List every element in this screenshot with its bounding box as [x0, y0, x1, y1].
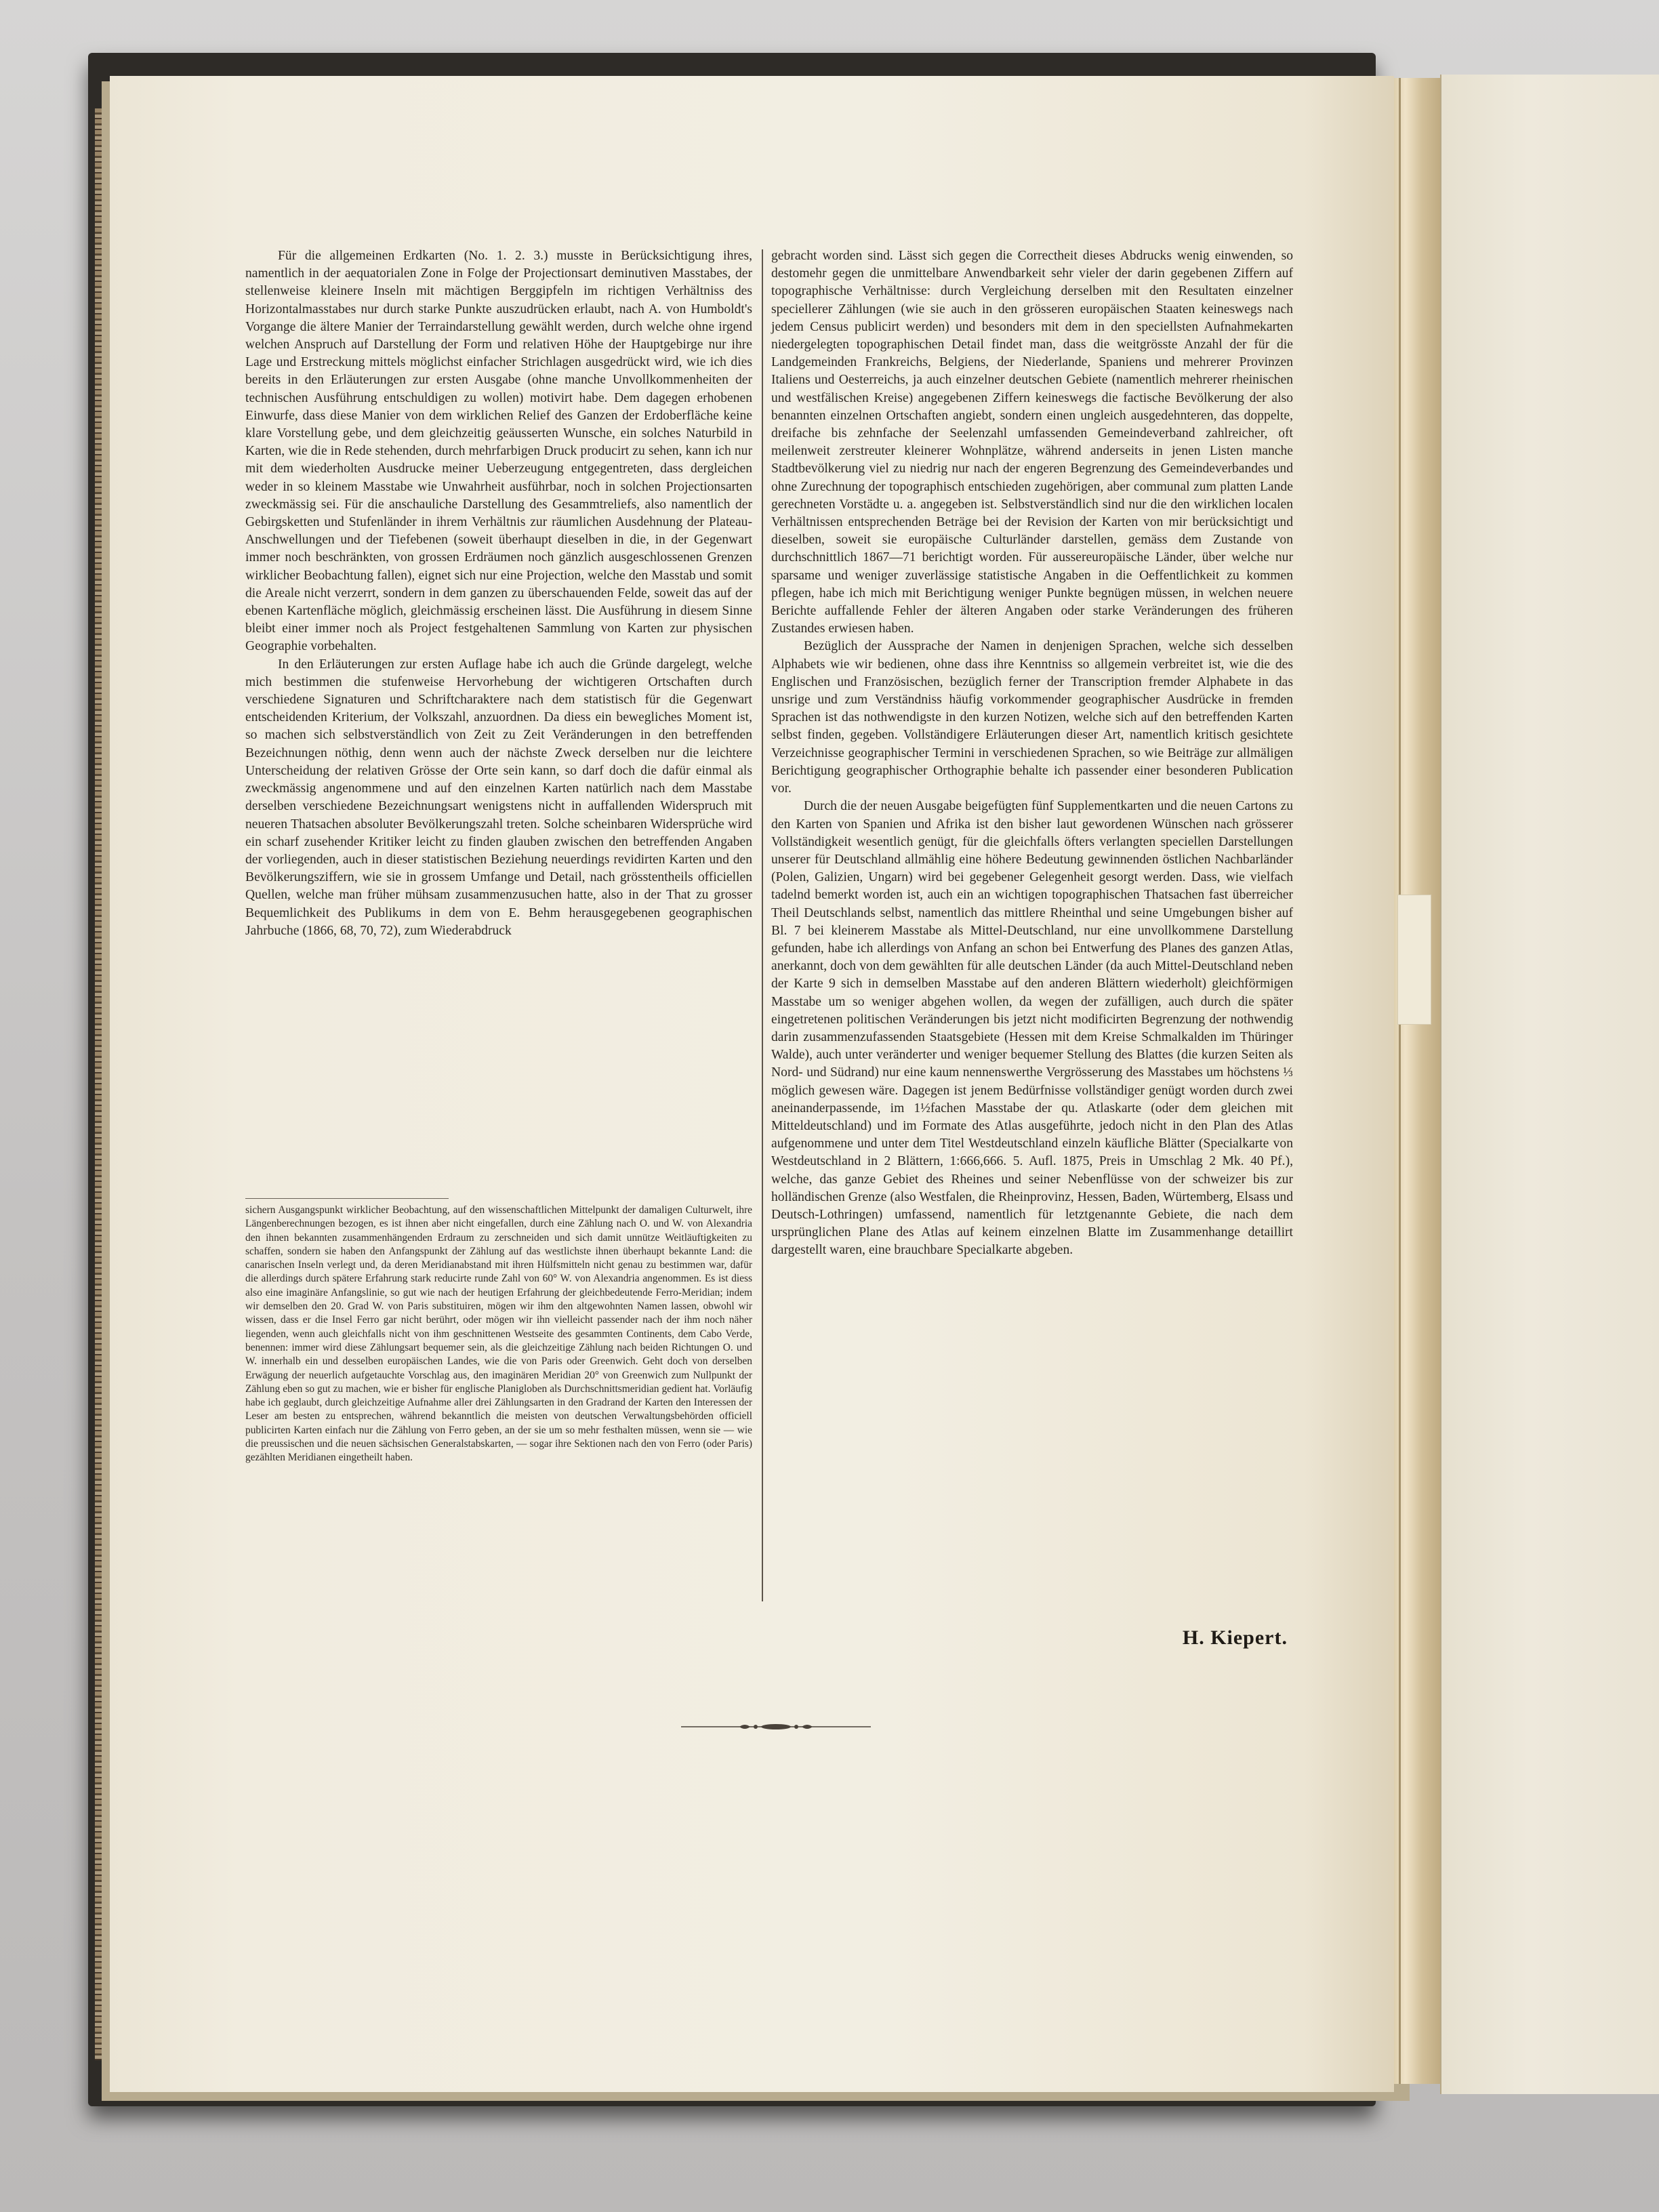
page-edge-strip: [1389, 78, 1443, 2084]
tape-patch: [1397, 895, 1431, 1025]
left-column: [245, 247, 752, 940]
footnote-text: sichern Ausgangspunkt wirklicher Beobachtung, auf den wissenschaftlichen Mittelpunkt der damaligen Culturwelt, ihre Längenberechnungen bezogen, es ist ihnen aber nicht eingefallen, durch eine Zählung nach O. und W. von Alexandria den ihnen bekannten zusammenhängenden Erdraum zu zerschneiden und sich damit unnütze Weitläuftigkeiten zu schaffen, sondern sie haben den Anfangspunkt der Zählung auf das westlichste ihnen überhaupt bekannte Land: die canarischen Inseln verlegt und, da deren Meridianabstand mit ihren Hülfsmitteln nicht genau zu bestimmen war, dafür die allerdings durch spätere Erfahrung stark reducirte runde Zahl von 60° W. von Alexandria angenommen. Es ist diess also eine imaginäre Anfangslinie, so gut wie nach der heutigen Erfahrung der gleichbedeutende Ferro-Meridian; indem wir demselben den 20. Grad W. von Paris substituiren, mögen wir ihm den altgewohnten Namen lassen, obwohl wir wissen, dass er die Insel Ferro gar nicht berührt, oder mögen wir ihn vielleicht passender nach der ihm noch näher liegenden, wenn auch gleichfalls nicht von ihm geschnittenen Westseite des gesammten Continents, dem Cabo Verde, benennen: immer wird diese Zählungsart bequemer sein, als die gleichzeitige Zählung nach beiden Richtungen O. und W. innerhalb ein und desselben europäischen Landes, wie die von Paris oder Greenwich. Geht doch von derselben Erwägung der neuerlich aufgetauchte Vorschlag aus, den imaginären Meridian 20° von Greenwich zum Nullpunkt der Zählung eben so gut zu machen, wie er bisher für englische Planigloben als Durchschnittsmeridian gedient hat. Vorläufig habe ich geglaubt, durch gleichzeitige Aufnahme aller drei Zählungsarten in den Gradrand der Karten den Interessen der Leser am besten zu entsprechen, während bekanntlich die meisten von deutschen Verwaltungsbehörden officiell publicirten Karten einfach nur die Zählung von Ferro geben, an der sie um so mehr festhalten müssen, wenn sie — wie die preussischen und die neuen sächsischen Generalstabskarten, — sogar ihre Sektionen nach den von Ferro (oder Paris) gezählten Meridianen eingetheilt haben.: [245, 1204, 752, 1464]
left-paragraph-1: Für die allgemeinen Erdkarten (No. 1. 2. 3.) musste in Berücksichtigung ihres, namentlich in der aequatorialen Zone in Folge der Projectionsart deminutiven Masstabes, der stellenweise kleinere Inseln mit mächtigen Berggipfeln im richtigen Verhältniss des Horizontalmasstabes nur durch starke Punkte auszudrücken erlaubt, nach A. von Humboldt's Vorgange die ältere Manier der Terraindarstellung gewählt werden, durch welche ohne irgend welchen Anspruch auf Darstellung der Form und relativen Höhe der Hauptgebirge nur ihre Lage und Erstreckung mittels möglichst einfacher Strichlagen ausgedrückt wird, wie ich dies bereits in den Erläuterungen zur ersten Ausgabe (ohne manche Unvollkommenheiten der technischen Ausführung entschuldigen zu wollen) motivirt habe. Dem dagegen erhobenen Einwurfe, dass diese Manier von dem wirklichen Relief des Ganzen der Erdoberfläche keine klare Vorstellung gebe, und dem gleichzeitig geäusserten Wunsche, ein solches Naturbild in Karten, wie die in Rede stehenden, durch mehrfarbigen Druck producirt zu sehen, kann ich nur mit dem wiederholten Ausdrucke meiner Ueberzeugung entgegentreten, dass dergleichen weder in so kleinem Masstabe wie Unwahrheit ausführbar, noch in solchen Projectionsarten zweckmässig sei. Für die anschauliche Darstellung des Gesammtreliefs, also namentlich der Gebirgsketten und Stufenländer in ihrem Verhältnis zur räumlichen Ausdehnung der Plateau-Anschwellungen und der Tiefebenen (soweit überhaupt dieselben in die, in der Gegenwart immer noch beschränkten, von grossen Erdräumen noch gänzlich ausgeschlossenen Grenzen wirklicher Beobachtung fallen), eignet sich nur eine Projection, welche den Masstab und somit die Areale nicht verzerrt, sondern in dem ganzen zu überschauenden Felde, soweit das auf der ebenen Kartenfläche möglich, gleichmässig erscheinen lässt. Die Ausführung in diesem Sinne bleibt einer immer noch als Project festgehaltenen Sammlung von Karten zur physischen Geographie vorbehalten.: [245, 249, 752, 654]
author-signature: H. Kiepert.: [1182, 1626, 1288, 1649]
next-page: [1440, 75, 1659, 2094]
right-column: [771, 247, 1293, 1260]
column-divider: [762, 249, 763, 1601]
right-paragraph-3: Durch die der neuen Ausgabe beigefügten fünf Supplementkarten und die neuen Cartons zu den Karten von Spanien und Afrika ist den bisher laut gewordenen Wünschen nach grösserer Vollständigkeit wesentlich genügt, für die gleichfalls öfters verlangten speciellen Darstellungen unserer für Deutschland allmählig eine höhere Bedeutung gewinnenden östlichen Nachbarländer (Polen, Galizien, Ungarn) wird bei gegebener Gelegenheit gesorgt werden. Dass, wie vielfach tadelnd bemerkt worden ist, auch ein an wichtigen topographischen Thatsachen fast überreicher Theil Deutschlands selbst, namentlich das mittlere Rheinthal und seine Umgebungen bisher auf Bl. 7 bei kleinerem Masstabe als Mittel-Deutschland, nur eine unvollkommene Darstellung gefunden, habe ich allerdings von Anfang an schon bei Entwerfung des Planes des ganzen Atlas, anerkannt, doch von dem gewählten für alle deutschen Länder (da auch Mittel-Deutschland neben der Karte 9 sich in demselben Masstabe auf den anderen Blättern wiederholt) gleichförmigen Masstabe um so weniger abgehen wollen, da wegen der zufälligen, auch durch die später eingetretenen politischen Veränderungen bis jetzt nicht modificirten Begrenzung der nothwendig darin zusammenzufassenden Staatsgebiete (Hessen mit dem Kreise Schmalkalden im Thüringer Walde), auch unter veränderter und weniger bequemer Stellung des Blattes (die kurzen Seiten als Nord- und Südrand) nur eine kaum nennenswerthe Vergrösserung des Masstabes um höchstens ⅓ möglich gewesen wäre. Dagegen ist jenem Bedürfnisse vollständiger genügt worden durch zwei aneinanderpassende, im 1½fachen Masstabe der qu. Atlaskarte (oder dem gleichen mit Mitteldeutschland) und im Formate des Atlas ausgeführte, jedoch nicht in den Plan des Atlas aufgenommene und unter dem Titel Westdeutschland einzeln käufliche Blätter (Specialkarte von Westdeutschland in 2 Blättern, 1:666,666. 5. Aufl. 1875, Preis in Umschlag 2 Mk. 40 Pf.), welche, das ganze Gebiet des Rheines und seiner Nebenflüsse von der schweizer bis zur holländischen Grenze (also Westfalen, die Rheinprovinz, Hessen, Baden, Würtemberg, Elsass und Deutsch-Lothringen) umfassend, namentlich für letztgenannte Gebiete, die nach dem ursprünglichen Plane des Atlas auf keinem einzelnen Blatte im Zusammenhange detaillirt dargestellt waren, eine brauchbare Specialkarte abgeben.: [771, 799, 1293, 1258]
footnote-rule: [245, 1198, 449, 1199]
end-ornament: [681, 1721, 871, 1732]
right-paragraph-1: gebracht worden sind. Lässt sich gegen die Correctheit dieses Abdrucks wenig einwenden, so destomehr gegen die unmittelbare Anwendbarkeit sehr vieler der darin gegebenen Ziffern auf topographische Verhältnisse: durch Vergleichung derselben mit den Resultaten einzelner speciellerer Zählungen (wie sie auch in den grösseren europäischen Staaten keineswegs nach jedem Census publicirt werden) und besonders mit dem in den speciellsten Aufnahmekarten niedergelegten topographischen Detail findet man, dass die weitgrösste Anzahl der für die Landgemeinden Frankreichs, Belgiens, der Niederlande, Spaniens und mehrerer Provinzen Italiens und Oesterreichs, ja auch einzelner deutschen Gebiete (namentlich mehrerer rheinischen und westfälischen Kreise) angegebenen Ziffern keineswegs die factische Bevölkerung der also benannten einzelnen Ortschaften angiebt, sondern einen ungleich ausgedehnteren, das doppelte, dreifache bis zehnfache der Seelenzahl umfassenden Gemeindeverband zahlreicher, oft meilenweit zerstreuter kleinerer Wohnplätze, während anderseits in jenen Listen manche Stadtbevölkerung viel zu niedrig nur nach der engeren Begrenzung des Gemeindeverbandes und ohne Zurechnung der topographisch entschieden zugehörigen, aber communal zum platten Lande gerechneten Vorstädte u. a. angegeben ist. Selbstverständlich sind nur die den wirklichen localen Verhältnissen entsprechenden Beträge bei der Revision der Karten von mir berücksichtigt und dieselben, soweit sie europäische Culturländer darstellen, gemäss dem Zustande von durchschnittlich 1867—71 berichtigt worden. Für aussereuropäische Länder, über welche nur sparsame und weniger zuverlässige statistische Angaben in die Oeffentlichkeit zu kommen pflegen, habe ich mich mit Berichtigung weniger Punkte begnügen müssen, in welchen neuere Berichte auffallende Fehler der älteren Angaben oder starke Veränderungen des früheren Zustandes erwiesen haben.: [771, 249, 1293, 636]
left-paragraph-2: In den Erläuterungen zur ersten Auflage habe ich auch die Gründe dargelegt, welche mich bestimmen die stufenweise Hervorhebung der wichtigeren Ortschaften durch verschiedene Signaturen und Schriftcharaktere nach dem statistisch für die Gegenwart entscheidenden Kriterium, der Volkszahl, anzuordnen. Da diess ein bewegliches Moment ist, so machen sich selbstverständlich von Zeit zu Zeit Veränderungen in den betreffenden Bezeichnungen nöthig, denn wenn auch der nächste Zweck derselben nur die leichtere Unterscheidung der relativen Grösse der Orte sein kann, so darf doch die dafür einmal als zweckmässig angenommene und auf den einzelnen Karten natürlich nach dem Masstabe derselben verschiedene Bezeichnungsart wenigstens nicht in auffallenden Widerspruch mit neueren Thatsachen absoluter Bevölkerungszahl treten. Solche scheinbaren Widersprüche wird ein scharf zusehender Kritiker leicht zu finden glauben zwischen den betreffenden Angaben der vorliegenden, auch in dieser statistischen Beziehung neuerdings revidirten Karten und den Bevölkerungsziffern, wie sie in grossem Umfange und Detail, nach grösstentheils officiellen Quellen, welche man früher mühsam zusammenzusuchen hatte, also in der That zu grosser Bequemlichkeit des Publikums in dem von E. Behm herausgegebenen geographischen Jahrbuche (1866, 68, 70, 72), zum Wiederabdruck: [245, 657, 752, 938]
footnote: [245, 1204, 752, 1465]
right-paragraph-2: Bezüglich der Aussprache der Namen in denjenigen Sprachen, welche sich desselben Alphabets wie wir bedienen, ohne dass ihre Kenntniss so allgemein verbreitet ist, wie die des Englischen und Französischen, bezüglich ferner der Transcription fremder Alphabete in das unsrige und zum Verständniss häufig vorkommender geographischer Ausdrücke in fremden Sprachen ist das nothwendigste in den kurzen Notizen, welche sich auf den betreffenden Karten selbst finden, gegeben. Vollständigere Erläuterungen dieser Art, namentlich kritisch gesichtete Verzeichnisse geographischer Termini in verschiedenen Sprachen, so wie Beiträge zur allmäligen Berichtigung geographischer Orthographie behalte ich passender einer besonderen Publication vor.: [771, 639, 1293, 796]
